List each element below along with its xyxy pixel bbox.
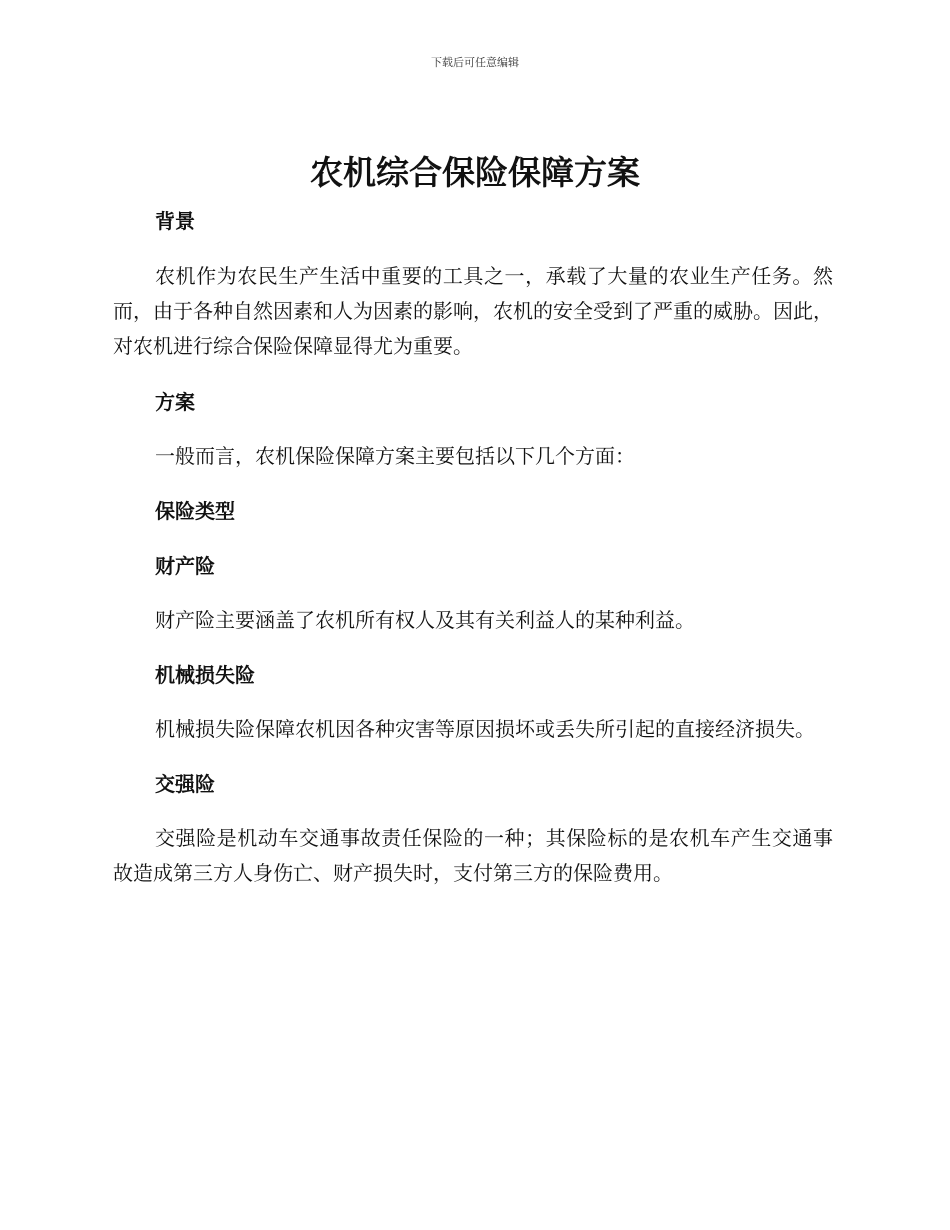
document-body (113, 203, 833, 891)
paragraph-plan-intro: 一般而言，农机保险保障方案主要包括以下几个方面： (155, 444, 635, 468)
paragraph-machinery-loss-insurance: 机械损失险保障农机因各种灾害等原因损坏或丢失所引起的直接经济损失。 (155, 717, 815, 741)
heading-insurance-types: 保险类型 (155, 499, 235, 523)
paragraph-property-insurance: 财产险主要涵盖了农机所有权人及其有关利益人的某种利益。 (155, 608, 695, 632)
header-note: 下载后可任意编辑 (431, 56, 519, 69)
heading-property-insurance: 财产险 (155, 554, 215, 578)
heading-compulsory-insurance: 交强险 (155, 772, 215, 796)
paragraph-compulsory-insurance: 交强险是机动车交通事故责任保险的一种；其保险标的是农机车产生交通事故造成第三方人身伤亡、财产损失时，支付第三方的保险费用。 (113, 826, 833, 885)
document-title: 农机综合保险保障方案 (310, 153, 640, 192)
heading-machinery-loss-insurance: 机械损失险 (155, 663, 255, 687)
heading-background: 背景 (155, 209, 195, 233)
heading-plan: 方案 (155, 390, 195, 414)
paragraph-background: 农机作为农民生产生活中重要的工具之一，承载了大量的农业生产任务。然而，由于各种自然因素和人为因素的影响，农机的安全受到了严重的威胁。因此，对农机进行综合保险保障显得尤为重要。 (113, 264, 833, 358)
